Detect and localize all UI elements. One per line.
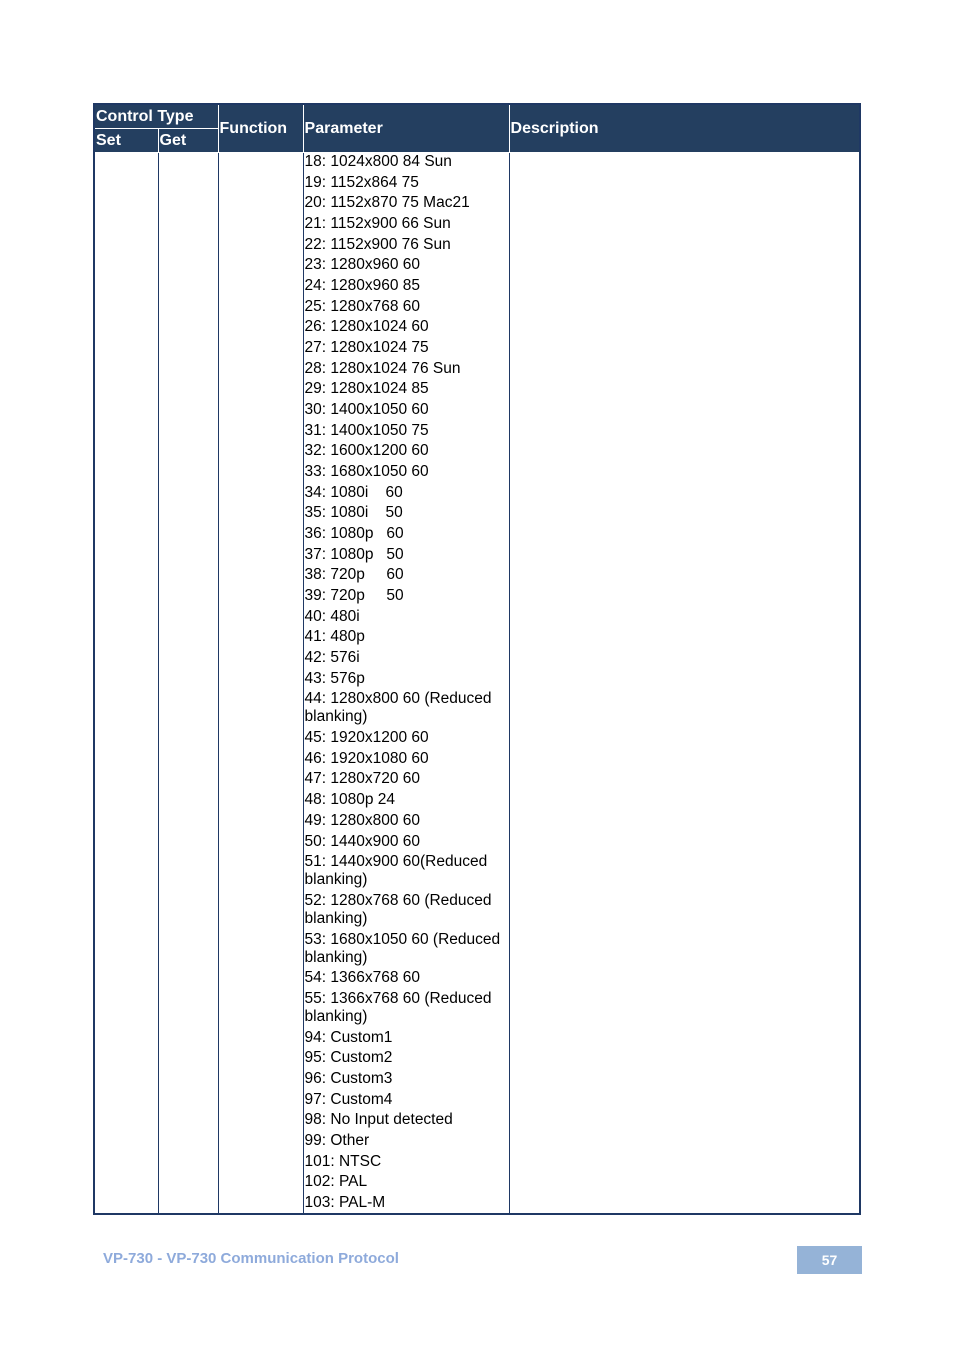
parameter-item: 103: PAL-M — [304, 1193, 386, 1211]
parameter-item: 53: 1680x1050 60 (Reduced blanking) — [304, 930, 505, 966]
parameter-item: 37: 1080p 50 — [304, 545, 404, 563]
parameter-item: 48: 1080p 24 — [304, 791, 396, 809]
parameter-item: 23: 1280x960 60 — [304, 256, 421, 274]
header-set: Set — [94, 129, 158, 153]
parameter-item: 26: 1280x1024 60 — [304, 318, 429, 336]
function-cell — [218, 153, 303, 1214]
parameter-item: 43: 576p — [304, 669, 365, 687]
parameter-item: 20: 1152x870 75 Mac21 — [304, 194, 470, 212]
parameter-item: 30: 1400x1050 60 — [304, 401, 429, 419]
get-cell — [158, 153, 218, 1214]
header-control-type: Control Type — [94, 104, 218, 129]
parameter-item: 35: 1080i 50 — [304, 504, 403, 522]
header-description: Description — [509, 104, 860, 153]
parameter-item: 36: 1080p 60 — [304, 525, 404, 543]
footer-document-title: VP-730 - VP-730 Communication Protocol — [103, 1250, 399, 1267]
parameter-item: 32: 1600x1200 60 — [304, 442, 429, 460]
parameter-item: 39: 720p 50 — [304, 587, 404, 605]
parameter-item: 41: 480p — [304, 628, 365, 646]
parameter-item: 21: 1152x900 66 Sun — [304, 215, 451, 233]
parameter-item: 33: 1680x1050 60 — [304, 463, 429, 481]
parameter-item: 34: 1080i 60 — [304, 483, 403, 501]
parameter-item: 42: 576i — [304, 649, 360, 667]
parameter-item: 52: 1280x768 60 (Reduced blanking) — [304, 891, 496, 927]
parameter-item: 47: 1280x720 60 — [304, 770, 421, 788]
parameter-item: 18: 1024x800 84 Sun — [304, 153, 452, 170]
parameter-item: 19: 1152x864 75 — [304, 173, 419, 191]
parameter-item: 44: 1280x800 60 (Reduced blanking) — [304, 690, 496, 726]
parameter-cell — [303, 153, 509, 1214]
parameter-item: 102: PAL — [304, 1173, 368, 1191]
parameter-item: 94: Custom1 — [304, 1028, 393, 1046]
parameter-item: 24: 1280x960 85 — [304, 277, 421, 295]
parameter-item: 46: 1920x1080 60 — [304, 749, 429, 767]
parameter-item: 25: 1280x768 60 — [304, 297, 421, 315]
header-get: Get — [158, 129, 218, 153]
parameter-item: 50: 1440x900 60 — [304, 832, 421, 850]
parameter-item: 54: 1366x768 60 — [304, 969, 421, 987]
parameter-item: 55: 1366x768 60 (Reduced blanking) — [304, 989, 496, 1025]
parameter-item: 96: Custom3 — [304, 1069, 393, 1087]
description-cell — [509, 153, 860, 1214]
parameter-item: 98: No Input detected — [304, 1111, 453, 1129]
parameter-item: 28: 1280x1024 76 Sun — [304, 359, 461, 377]
header-parameter: Parameter — [303, 104, 509, 153]
parameter-item: 97: Custom4 — [304, 1090, 393, 1108]
parameter-item: 40: 480i — [304, 607, 360, 625]
header-function: Function — [218, 104, 303, 153]
parameter-item: 22: 1152x900 76 Sun — [304, 235, 451, 253]
parameter-item: 49: 1280x800 60 — [304, 811, 421, 829]
parameter-item: 38: 720p 60 — [304, 566, 404, 584]
parameter-item: 31: 1400x1050 75 — [304, 421, 429, 439]
protocol-table — [93, 103, 861, 1215]
parameter-item: 29: 1280x1024 85 — [304, 380, 429, 398]
parameter-item: 51: 1440x900 60(Reduced blanking) — [304, 853, 492, 889]
parameter-item: 99: Other — [304, 1131, 370, 1149]
set-cell — [94, 153, 158, 1214]
parameter-item: 101: NTSC — [304, 1152, 382, 1170]
parameter-item: 45: 1920x1200 60 — [304, 729, 429, 747]
page-number: 57 — [797, 1246, 862, 1274]
parameter-item: 27: 1280x1024 75 — [304, 339, 429, 357]
parameter-item: 95: Custom2 — [304, 1049, 393, 1067]
